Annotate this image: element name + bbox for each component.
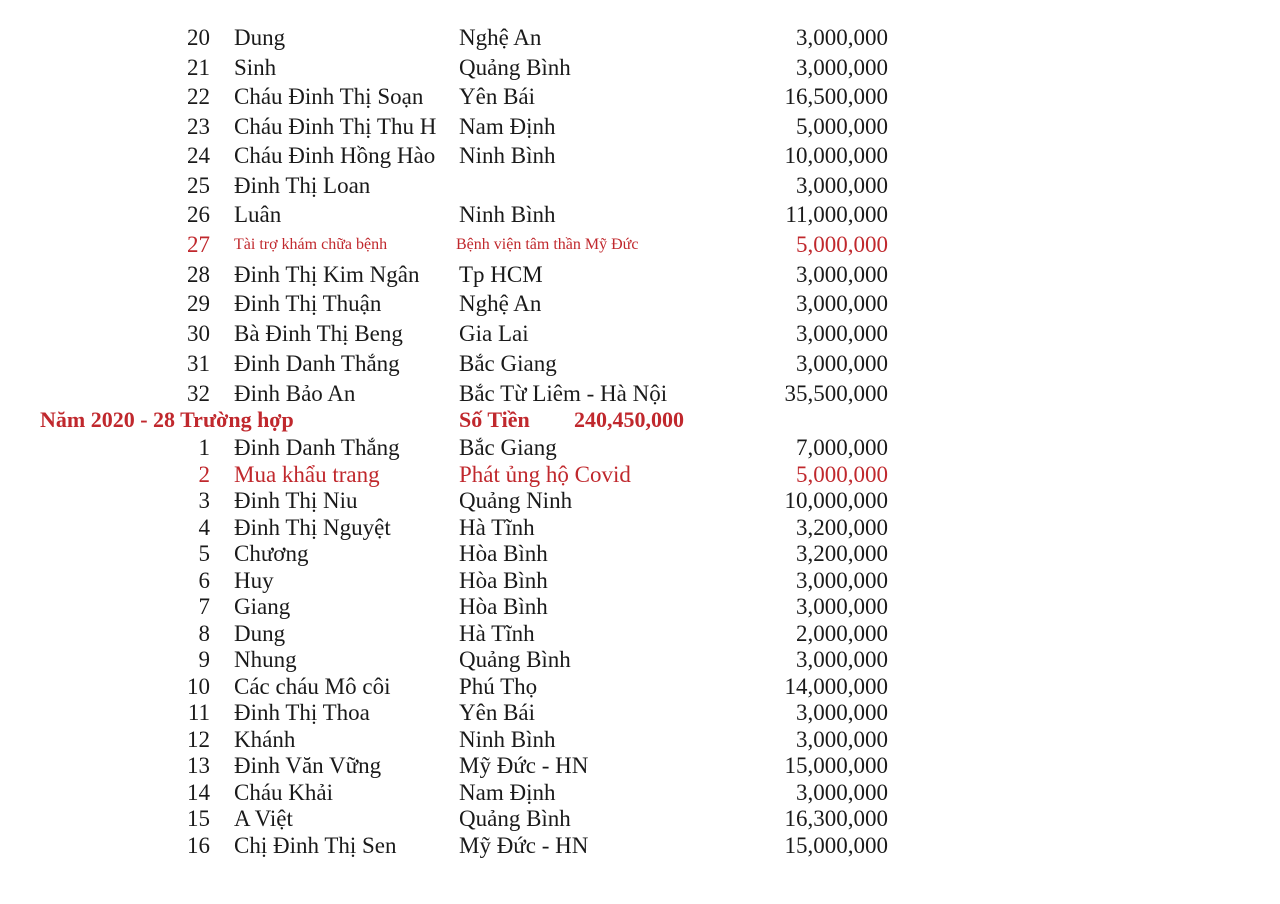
row-amount: 7,000,000 [796, 435, 888, 460]
row-name: Tài trợ khám chữa bệnh [234, 236, 388, 253]
row-name: Chị Đinh Thị Sen [234, 833, 397, 858]
row-place: Nam Định [459, 114, 556, 139]
row-number: 7 [198, 594, 210, 619]
row-name: Đinh Văn Vững [234, 753, 382, 778]
table-row [0, 435, 1280, 461]
row-number: 28 [187, 262, 210, 287]
row-number: 30 [187, 321, 210, 346]
row-name: A Việt [234, 806, 293, 831]
row-place: Hòa Bình [459, 541, 548, 566]
row-number: 16 [187, 833, 210, 858]
row-number: 9 [198, 647, 210, 672]
row-number: 11 [187, 700, 210, 725]
row-amount: 2,000,000 [796, 621, 888, 646]
table-row-highlight [0, 232, 1280, 258]
row-name: Đinh Thị Nguyệt [234, 515, 391, 540]
row-name: Đinh Bảo An [234, 381, 356, 406]
row-place: Bắc Giang [459, 351, 557, 376]
row-amount: 14,000,000 [784, 674, 888, 699]
row-place: Yên Bái [459, 700, 536, 725]
row-place: Bệnh viện tâm thần Mỹ Đức [456, 236, 639, 253]
row-number: 23 [187, 114, 210, 139]
row-place: Yên Bái [459, 84, 536, 109]
table-row [0, 351, 1280, 377]
row-place: Quảng Ninh [459, 488, 573, 513]
table-row [0, 84, 1280, 110]
row-amount: 3,000,000 [796, 780, 888, 805]
row-place: Hòa Bình [459, 594, 548, 619]
row-name: Khánh [234, 727, 296, 752]
table-row [0, 55, 1280, 81]
year-label: Năm 2020 - 28 Trường hợp [40, 407, 294, 432]
table-row [0, 488, 1280, 514]
table-row [0, 700, 1280, 726]
table-row [0, 594, 1280, 620]
row-number: 32 [187, 381, 210, 406]
year-summary-header [0, 406, 1280, 434]
row-amount: 3,000,000 [796, 25, 888, 50]
table-row [0, 262, 1280, 288]
row-number: 2 [198, 462, 210, 487]
row-place: Ninh Bình [459, 143, 556, 168]
row-amount: 5,000,000 [796, 232, 888, 257]
row-place: Gia Lai [459, 321, 529, 346]
row-amount: 16,500,000 [784, 84, 888, 109]
row-number: 12 [187, 727, 210, 752]
row-number: 29 [187, 291, 210, 316]
total-value: 240,450,000 [574, 407, 684, 432]
row-place: Tp HCM [459, 262, 543, 287]
row-number: 4 [198, 515, 210, 540]
row-number: 27 [187, 232, 210, 257]
row-amount: 3,000,000 [796, 55, 888, 80]
table-row [0, 173, 1280, 199]
row-name: Cháu Khải [234, 780, 334, 805]
row-number: 31 [187, 351, 210, 376]
table-row [0, 541, 1280, 567]
row-place: Hòa Bình [459, 568, 548, 593]
row-name: Cháu Đinh Thị Soạn [234, 84, 424, 109]
row-number: 24 [187, 143, 210, 168]
table-row [0, 780, 1280, 806]
row-name: Đinh Danh Thắng [234, 351, 400, 376]
row-place: Nam Định [459, 780, 556, 805]
row-place: Phú Thọ [459, 674, 538, 699]
row-name: Giang [234, 594, 291, 619]
table-row [0, 727, 1280, 753]
row-name: Đinh Thị Kim Ngân [234, 262, 420, 287]
row-amount: 3,000,000 [796, 568, 888, 593]
row-name: Huy [234, 568, 274, 593]
row-number: 1 [198, 435, 210, 460]
row-number: 3 [198, 488, 210, 513]
row-name: Nhung [234, 647, 297, 672]
table-row [0, 568, 1280, 594]
row-number: 14 [187, 780, 210, 805]
row-amount: 5,000,000 [796, 462, 888, 487]
table-row [0, 202, 1280, 228]
row-amount: 3,200,000 [796, 515, 888, 540]
row-amount: 16,300,000 [784, 806, 888, 831]
table-row [0, 143, 1280, 169]
row-amount: 15,000,000 [784, 833, 888, 858]
row-name: Đinh Thị Thuận [234, 291, 382, 316]
row-place: Quảng Bình [459, 806, 571, 831]
table-row [0, 753, 1280, 779]
row-amount: 3,000,000 [796, 700, 888, 725]
row-place: Nghệ An [459, 291, 542, 316]
row-place: Mỹ Đức - HN [459, 833, 589, 858]
row-place: Nghệ An [459, 25, 542, 50]
row-number: 22 [187, 84, 210, 109]
row-number: 8 [198, 621, 210, 646]
table-row [0, 806, 1280, 832]
row-number: 5 [198, 541, 210, 566]
table-row [0, 674, 1280, 700]
row-number: 15 [187, 806, 210, 831]
row-place: Hà Tĩnh [459, 621, 535, 646]
row-amount: 3,000,000 [796, 173, 888, 198]
table-row [0, 25, 1280, 51]
row-place: Bắc Từ Liêm - Hà Nội [459, 381, 668, 406]
row-name: Đinh Thị Thoa [234, 700, 370, 725]
row-number: 26 [187, 202, 210, 227]
row-number: 13 [187, 753, 210, 778]
row-place: Mỹ Đức - HN [459, 753, 589, 778]
table-row-highlight [0, 462, 1280, 488]
row-amount: 10,000,000 [784, 488, 888, 513]
row-amount: 3,000,000 [796, 262, 888, 287]
row-name: Cháu Đinh Hồng Hào [234, 143, 436, 168]
row-name: Cháu Đinh Thị Thu H [234, 114, 437, 139]
row-place: Phát ủng hộ Covid [459, 462, 631, 487]
row-name: Bà Đinh Thị Beng [234, 321, 403, 346]
row-amount: 11,000,000 [785, 202, 888, 227]
row-place: Bắc Giang [459, 435, 557, 460]
row-name: Dung [234, 621, 286, 646]
row-number: 6 [198, 568, 210, 593]
row-place: Quảng Bình [459, 55, 571, 80]
row-name: Luân [234, 202, 282, 227]
row-name: Dung [234, 25, 286, 50]
row-name: Đinh Thị Loan [234, 173, 371, 198]
row-amount: 35,500,000 [784, 381, 888, 406]
row-name: Chương [234, 541, 309, 566]
table-row [0, 833, 1280, 859]
row-place: Hà Tĩnh [459, 515, 535, 540]
row-amount: 3,000,000 [796, 647, 888, 672]
row-amount: 5,000,000 [796, 114, 888, 139]
table-row [0, 291, 1280, 317]
row-number: 21 [187, 55, 210, 80]
row-number: 25 [187, 173, 210, 198]
row-place: Quảng Bình [459, 647, 571, 672]
row-amount: 3,000,000 [796, 727, 888, 752]
row-name: Mua khẩu trang [234, 462, 380, 487]
row-amount: 3,000,000 [796, 321, 888, 346]
table-row [0, 621, 1280, 647]
row-number: 10 [187, 674, 210, 699]
row-amount: 15,000,000 [784, 753, 888, 778]
row-number: 20 [187, 25, 210, 50]
row-amount: 3,000,000 [796, 351, 888, 376]
row-amount: 3,000,000 [796, 594, 888, 619]
table-row [0, 515, 1280, 541]
table-row [0, 321, 1280, 347]
row-name: Đinh Danh Thắng [234, 435, 400, 460]
row-amount: 3,200,000 [796, 541, 888, 566]
row-name: Đinh Thị Niu [234, 488, 358, 513]
row-amount: 10,000,000 [784, 143, 888, 168]
table-row [0, 647, 1280, 673]
row-name: Các cháu Mô côi [234, 674, 391, 699]
total-label: Số Tiền [459, 407, 530, 432]
row-name: Sinh [234, 55, 277, 80]
table-row [0, 381, 1280, 407]
row-place: Ninh Bình [459, 727, 556, 752]
row-place: Ninh Bình [459, 202, 556, 227]
table-row [0, 114, 1280, 140]
row-amount: 3,000,000 [796, 291, 888, 316]
